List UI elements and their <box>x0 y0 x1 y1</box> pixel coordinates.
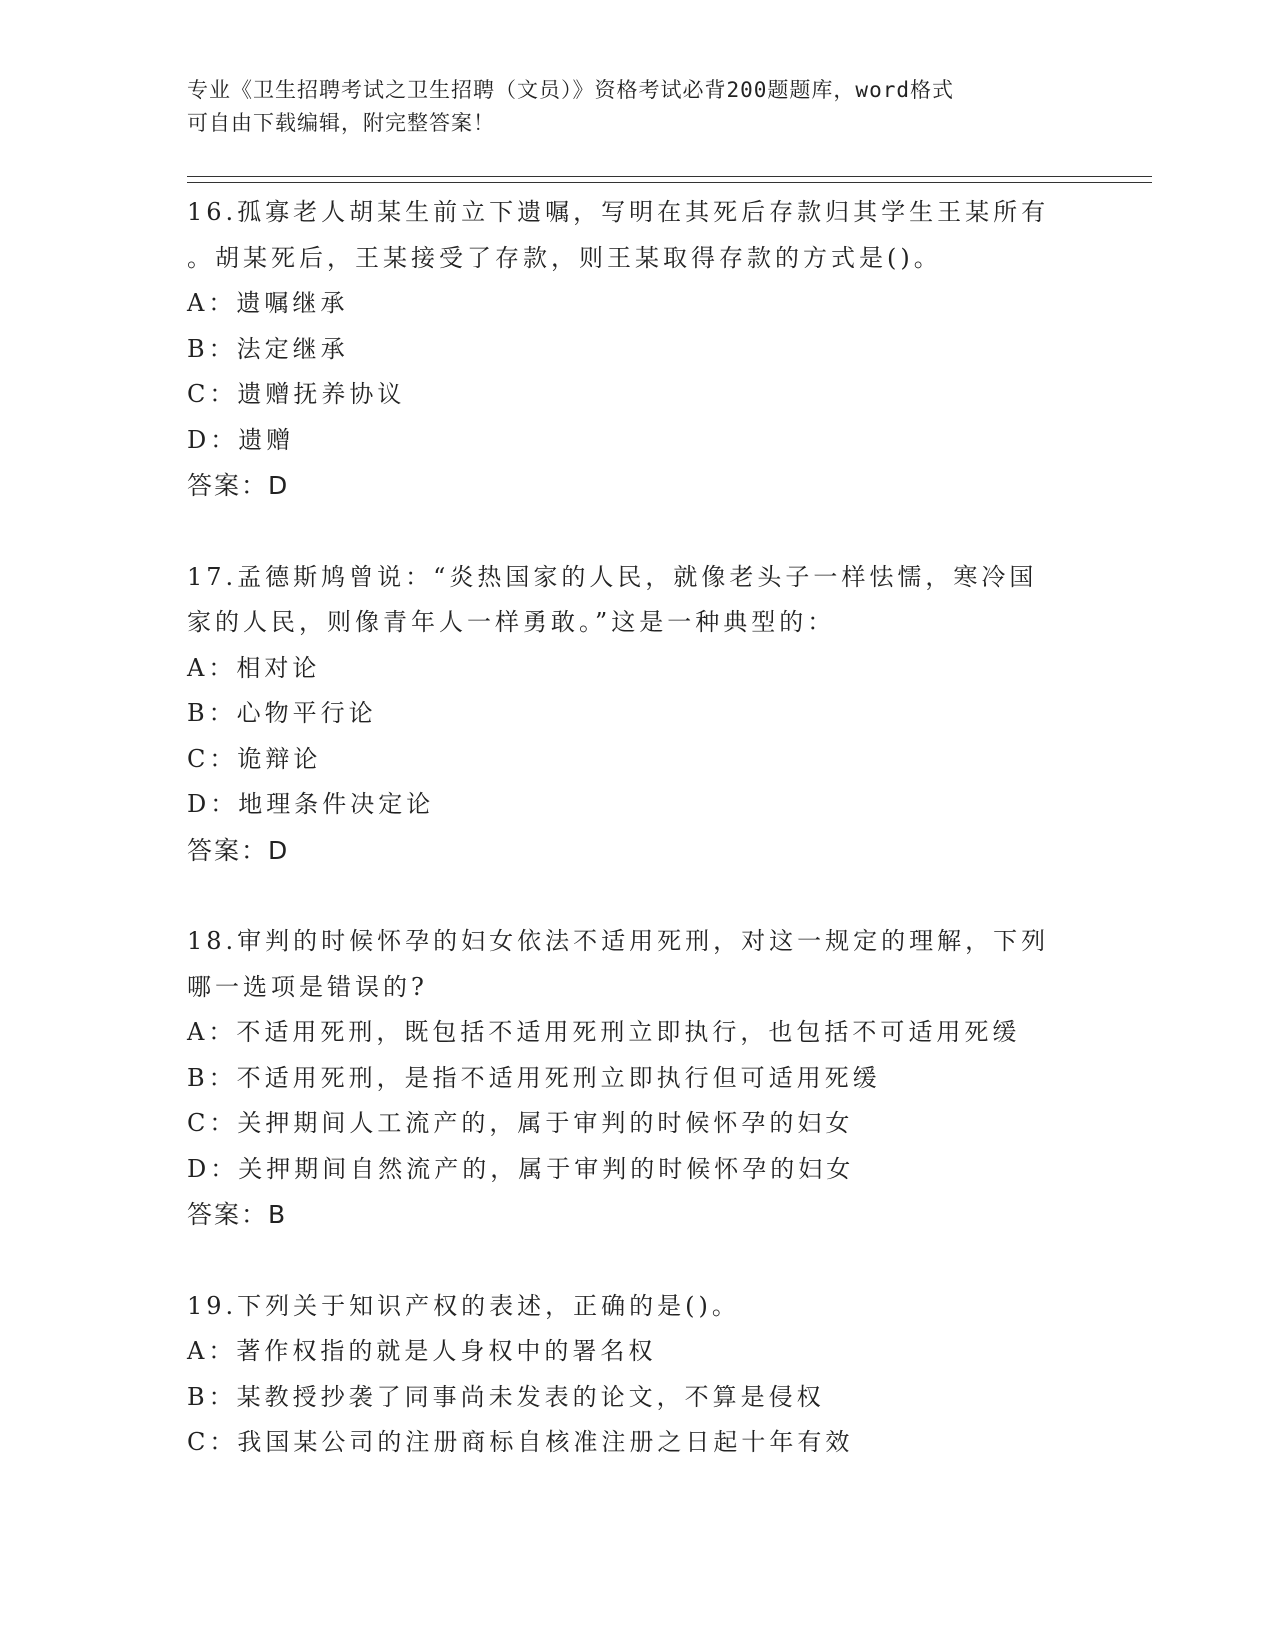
header-line-2: 可自由下载编辑，附完整答案！ <box>187 111 495 135</box>
question-text-line: 18.审判的时候怀孕的妇女依法不适用死刑，对这一规定的理解，下列 <box>187 927 1050 955</box>
answer-label: 答案：D <box>187 835 290 865</box>
question-list <box>187 190 1087 1466</box>
question-text-line: 家的人民，则像青年人一样勇敢。”这是一种典型的： <box>187 608 836 636</box>
option-a: A：相对论 <box>187 653 321 682</box>
question-text-line: 19.下列关于知识产权的表述，正确的是()。 <box>187 1291 740 1320</box>
option-b: B：不适用死刑，是指不适用死刑立即执行但可适用死缓 <box>187 1063 881 1092</box>
option-d: D：地理条件决定论 <box>187 790 435 818</box>
question-17 <box>187 555 1087 874</box>
document-header <box>187 74 1067 140</box>
option-b: B：心物平行论 <box>187 699 377 727</box>
option-c: C：我国某公司的注册商标自核准注册之日起十年有效 <box>187 1428 854 1456</box>
option-c: C：诡辩论 <box>187 744 322 773</box>
option-d: D：关押期间自然流产的，属于审判的时候怀孕的妇女 <box>187 1154 855 1183</box>
question-text-line: 17.孟德斯鸠曾说：“炎热国家的人民，就像老头子一样怯懦，寒冷国 <box>187 562 1038 591</box>
option-a: A：不适用死刑，既包括不适用死刑立即执行，也包括不可适用死缓 <box>187 1018 1021 1046</box>
question-16 <box>187 190 1087 509</box>
question-text-line: 16.孤寡老人胡某生前立下遗嘱，写明在其死后存款归其学生王某所有 <box>187 198 1050 226</box>
question-text-line: 。胡某死后，王某接受了存款，则王某取得存款的方式是()。 <box>187 243 942 272</box>
option-b: B：某教授抄袭了同事尚未发表的论文，不算是侵权 <box>187 1382 825 1411</box>
option-a: A：遗嘱继承 <box>187 289 349 317</box>
option-a: A：著作权指的就是人身权中的署名权 <box>187 1337 657 1365</box>
header-divider-bottom <box>187 182 1152 183</box>
answer-label: 答案：D <box>187 471 290 500</box>
option-c: C：关押期间人工流产的，属于审判的时候怀孕的妇女 <box>187 1109 854 1137</box>
option-b: B：法定继承 <box>187 334 349 363</box>
question-19 <box>187 1284 1087 1466</box>
header-line-1: 专业《卫生招聘考试之卫生招聘（文员）》资格考试必背200题题库，word格式 <box>187 78 954 102</box>
question-18 <box>187 919 1087 1238</box>
header-divider-top <box>187 176 1152 177</box>
answer-label: 答案：B <box>187 1200 288 1229</box>
option-d: D：遗赠 <box>187 425 295 454</box>
question-text-line: 哪一选项是错误的? <box>187 972 428 1001</box>
option-c: C：遗赠抚养协议 <box>187 380 406 408</box>
